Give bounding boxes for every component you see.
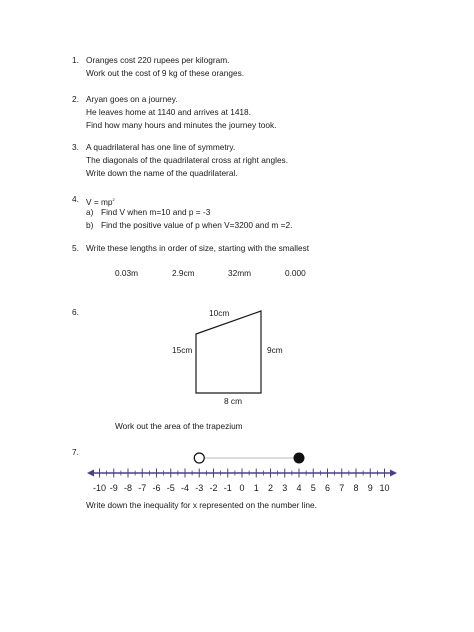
question-number: 7. [72, 447, 79, 457]
tick-label: -6 [152, 483, 161, 493]
tick-label: -10 [92, 483, 107, 493]
question-line: Aryan goes on a journey. [86, 94, 178, 104]
question-line: He leaves home at 1140 and arrives at 1418. [86, 107, 251, 117]
length-value: 0.03m [115, 268, 139, 278]
part-text: Find the positive value of p when V=3200 and m =2. [101, 220, 293, 230]
question-line: Write down the name of the quadrilateral. [86, 168, 238, 178]
tick-label: 8 [353, 483, 359, 493]
number-line-caption: Write down the inequality for x represented on the number line. [86, 500, 317, 510]
part-letter: b) [86, 220, 94, 230]
tick-label: 3 [282, 483, 288, 493]
tick-label: -2 [209, 483, 218, 493]
question-line: A quadrilateral has one line of symmetry. [86, 142, 236, 152]
open-circle-marker [194, 453, 204, 463]
right-arrow-icon [390, 470, 397, 477]
left-arrow-icon [87, 470, 94, 477]
question-line: Oranges cost 220 rupees per kilogram. [86, 55, 230, 65]
tick-label: -5 [166, 483, 175, 493]
tick-label: 5 [310, 483, 316, 493]
tick-label: 7 [339, 483, 345, 493]
question-line: Work out the cost of 9 kg of these oranges. [86, 68, 245, 78]
question-line: Find how many hours and minutes the journey took. [86, 120, 277, 130]
question-number: 1. [72, 55, 79, 65]
closed-circle-marker [294, 453, 305, 464]
trapezium-bottom-label: 8 cm [224, 396, 242, 406]
tick-label: 9 [367, 483, 373, 493]
tick-label: -8 [123, 483, 133, 493]
tick-label: -9 [109, 483, 118, 493]
tick-label: 0 [239, 483, 245, 493]
tick-label: 10 [379, 483, 390, 493]
tick-label: 4 [296, 483, 302, 493]
question-number: 3. [72, 142, 79, 152]
formula-exponent: 2 [112, 197, 115, 202]
tick-label: -7 [138, 483, 147, 493]
trapezium-top-label: 10cm [209, 308, 230, 318]
tick-label: -4 [180, 483, 190, 493]
length-value: 2.9cm [172, 268, 195, 278]
tick-label: -1 [223, 483, 232, 493]
question-line: The diagonals of the quadrilateral cross at right angles. [86, 155, 289, 165]
tick-label: -3 [195, 483, 204, 493]
trapezium-left-label: 15cm [172, 345, 193, 355]
tick-label: 6 [324, 483, 331, 493]
question-number: 6. [72, 307, 79, 317]
question-number: 2. [72, 94, 79, 104]
part-letter: a) [86, 207, 94, 217]
question-number: 5. [72, 243, 79, 253]
part-text: Find V when m=10 and p = -3 [101, 207, 211, 217]
length-value: 32mm [228, 268, 252, 278]
trapezium-right-label: 9cm [267, 345, 283, 355]
formula-main: V = mp [86, 197, 113, 207]
tick-label: 1 [253, 483, 259, 493]
question-number: 4. [72, 194, 79, 204]
tick-label: 2 [267, 483, 274, 493]
length-value: 0.000 [285, 268, 306, 278]
trapezium-caption: Work out the area of the trapezium [115, 421, 243, 431]
question-text: Write these lengths in order of size, starting with the smallest [86, 243, 310, 253]
